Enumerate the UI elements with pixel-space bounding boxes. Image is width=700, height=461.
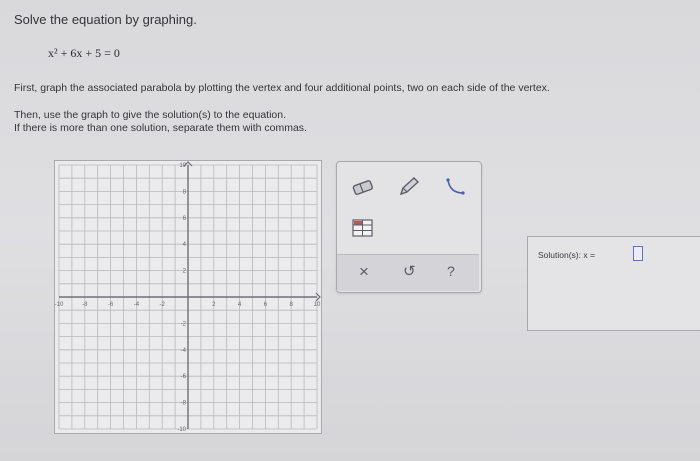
parabola-tool-icon[interactable]	[443, 176, 467, 203]
x-tick-label: 10	[313, 302, 321, 308]
y-tick-label: 4	[182, 242, 186, 249]
y-tick-label: -2	[180, 321, 186, 328]
instruction-solution-line1: Then, use the graph to give the solution(s) to the equation.	[14, 109, 287, 121]
pencil-icon[interactable]	[397, 176, 421, 203]
eraser-icon[interactable]	[351, 178, 377, 203]
x-tick-label: -2	[159, 302, 165, 308]
x-tick-label: 4	[237, 302, 242, 308]
y-tick-label: 10	[179, 163, 186, 169]
clear-icon[interactable]: ×	[359, 262, 369, 281]
instruction-solution-line2: If there is more than one solution, separate them with commas.	[14, 122, 307, 134]
y-tick-label: -6	[180, 374, 186, 381]
help-icon[interactable]: ?	[447, 263, 455, 279]
y-tick-label: -8	[180, 400, 186, 407]
instruction-graph: First, graph the associated parabola by plotting the vertex and four additional points, two on each side of the vertex.	[14, 82, 550, 94]
undo-icon[interactable]: ↺	[403, 263, 416, 280]
table-icon[interactable]	[351, 218, 375, 243]
x-tick-label: 2	[212, 302, 216, 308]
y-tick-label: -4	[180, 347, 186, 354]
y-tick-label: 8	[182, 189, 186, 196]
solution-panel	[527, 236, 700, 331]
x-tick-label: 6	[263, 302, 268, 308]
graph-area[interactable]	[54, 160, 322, 434]
x-tick-label: -10	[55, 302, 64, 308]
equation: x² + 6x + 5 = 0	[48, 46, 120, 60]
graph-toolbox	[336, 161, 482, 293]
coordinate-grid[interactable]	[55, 161, 321, 433]
instruction-solution	[14, 109, 307, 135]
question-title: Solve the equation by graphing.	[14, 12, 197, 27]
x-tick-label: -6	[107, 302, 114, 308]
x-tick-label: 8	[289, 302, 293, 308]
solution-label: Solution(s): x =	[538, 250, 595, 260]
toolbox-action-row	[337, 254, 479, 291]
solution-input[interactable]	[633, 246, 643, 261]
y-tick-label: 2	[182, 268, 186, 275]
y-tick-label: -10	[177, 427, 186, 433]
y-tick-label: 6	[182, 215, 186, 222]
x-tick-label: -4	[133, 302, 140, 308]
x-tick-label: -8	[82, 302, 88, 308]
